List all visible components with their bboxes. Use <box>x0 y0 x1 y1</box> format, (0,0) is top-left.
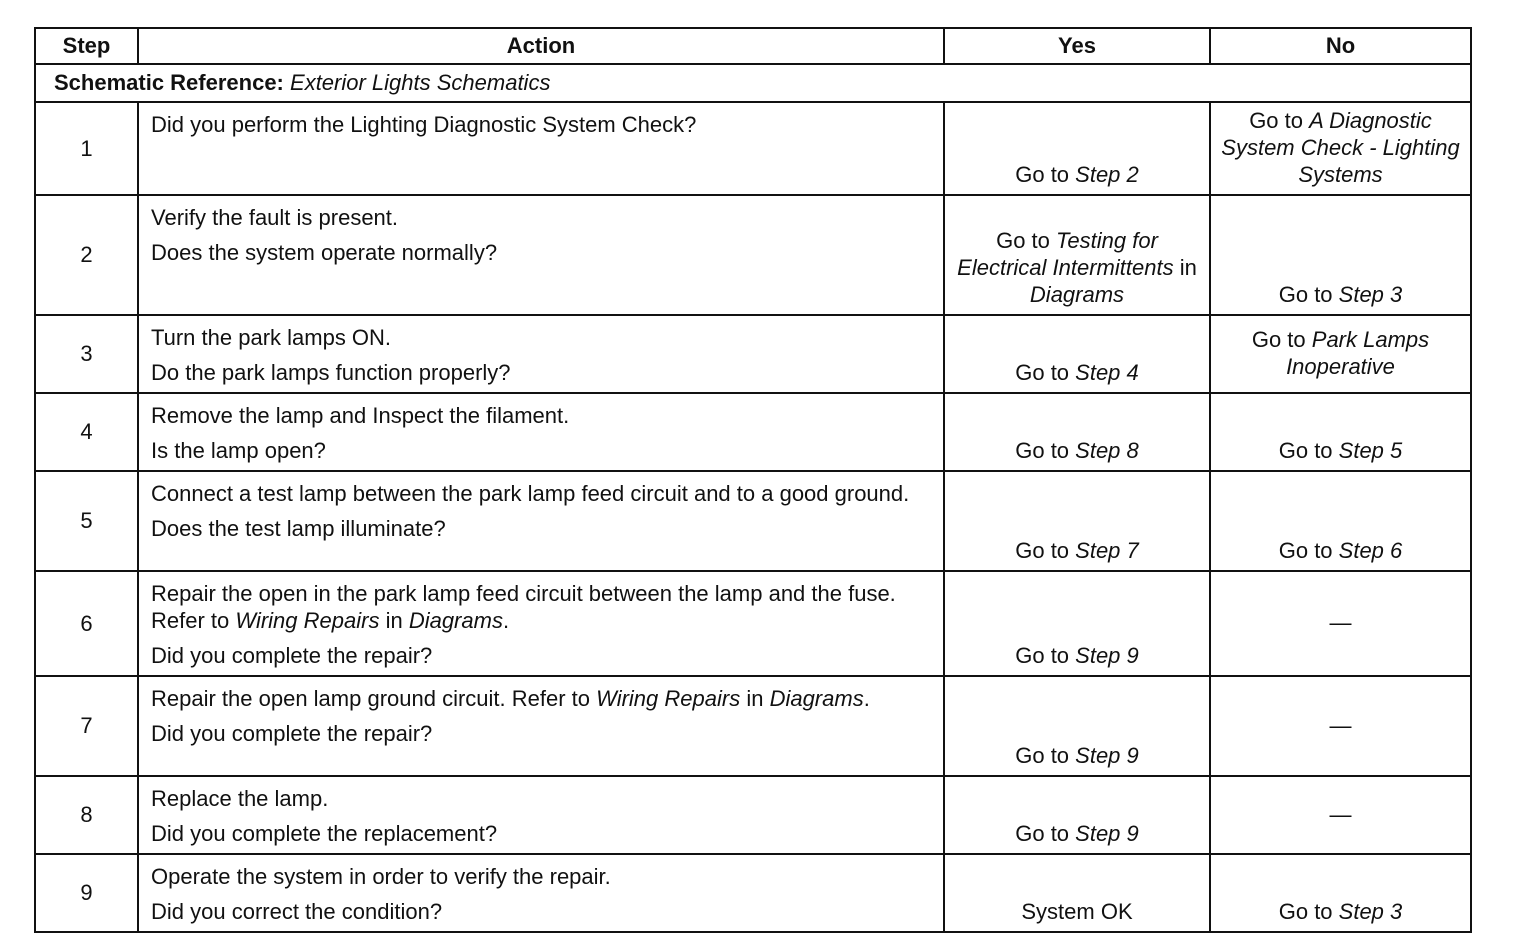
step-number: 1 <box>35 102 138 195</box>
yes-cell: Go to Step 9 <box>944 571 1210 676</box>
schematic-reference-value: Exterior Lights Schematics <box>290 70 551 95</box>
table-row <box>35 776 1471 854</box>
action-question: Is the lamp open? <box>151 438 326 463</box>
yes-cell: Go to Step 2 <box>944 102 1210 195</box>
action-cell <box>138 471 944 571</box>
table-row <box>35 102 1471 195</box>
header-yes: Yes <box>944 28 1210 64</box>
no-cell: Go to Step 6 <box>1210 471 1471 571</box>
yes-cell: Go to Step 8 <box>944 393 1210 471</box>
action-cell <box>138 776 944 854</box>
action-text: Connect a test lamp between the park lamp feed circuit and to a good ground. <box>151 481 910 506</box>
schematic-reference-label: Schematic Reference: <box>54 70 284 95</box>
action-text: Did you perform the Lighting Diagnostic System Check? <box>151 112 697 137</box>
no-cell: Go to Park Lamps Inoperative <box>1210 315 1471 393</box>
action-text: Turn the park lamps ON. <box>151 325 392 350</box>
action-question: Do the park lamps function properly? <box>151 360 511 385</box>
no-cell: Go to Step 3 <box>1210 195 1471 315</box>
yes-cell: System OK <box>944 854 1210 932</box>
no-cell: Go to Step 5 <box>1210 393 1471 471</box>
step-number: 2 <box>35 195 138 315</box>
table-row <box>35 195 1471 315</box>
no-cell: Go to A Diagnostic System Check - Lighting Systems <box>1210 102 1471 195</box>
no-cell: — <box>1210 676 1471 776</box>
schematic-reference <box>35 64 1471 102</box>
header-action: Action <box>138 28 944 64</box>
yes-cell: Go to Step 9 <box>944 776 1210 854</box>
action-cell <box>138 676 944 776</box>
action-cell <box>138 393 944 471</box>
no-cell: — <box>1210 776 1471 854</box>
action-question: Did you complete the replacement? <box>151 821 498 846</box>
action-text: Replace the lamp. <box>151 786 329 811</box>
action-cell <box>138 315 944 393</box>
action-cell <box>138 195 944 315</box>
table-row <box>35 854 1471 932</box>
no-cell: — <box>1210 571 1471 676</box>
action-cell <box>138 854 944 932</box>
header-step: Step <box>35 28 138 64</box>
step-number: 7 <box>35 676 138 776</box>
table-row <box>35 676 1471 776</box>
action-text: Verify the fault is present. <box>151 205 399 230</box>
action-cell <box>138 571 944 676</box>
action-question: Did you correct the condition? <box>151 899 443 924</box>
table-row <box>35 571 1471 676</box>
step-number: 8 <box>35 776 138 854</box>
action-text: Operate the system in order to verify the repair. <box>151 864 611 889</box>
action-text: Repair the open lamp ground circuit. Refer to Wiring Repairs in Diagrams. <box>151 686 870 711</box>
yes-cell: Go to Step 9 <box>944 676 1210 776</box>
yes-cell: Go to Testing for Electrical Intermittents in Diagrams <box>944 195 1210 315</box>
action-question: Did you complete the repair? <box>151 643 433 668</box>
schematic-reference-row <box>35 64 1471 102</box>
action-question: Does the system operate normally? <box>151 240 498 265</box>
no-cell: Go to Step 3 <box>1210 854 1471 932</box>
header-no: No <box>1210 28 1471 64</box>
action-cell <box>138 102 944 195</box>
yes-cell: Go to Step 7 <box>944 471 1210 571</box>
action-text: Remove the lamp and Inspect the filament. <box>151 403 570 428</box>
action-question: Did you complete the repair? <box>151 721 433 746</box>
table-row <box>35 315 1471 393</box>
step-number: 4 <box>35 393 138 471</box>
action-question: Does the test lamp illuminate? <box>151 516 446 541</box>
header-row <box>35 28 1471 64</box>
step-number: 3 <box>35 315 138 393</box>
diagnostic-table <box>34 27 1472 933</box>
step-number: 9 <box>35 854 138 932</box>
yes-cell: Go to Step 4 <box>944 315 1210 393</box>
action-text: Repair the open in the park lamp feed circuit between the lamp and the fuse. Refer to Wiring Repairs in Diagrams. <box>151 581 896 633</box>
step-number: 5 <box>35 471 138 571</box>
table-row <box>35 393 1471 471</box>
step-number: 6 <box>35 571 138 676</box>
table-row <box>35 471 1471 571</box>
